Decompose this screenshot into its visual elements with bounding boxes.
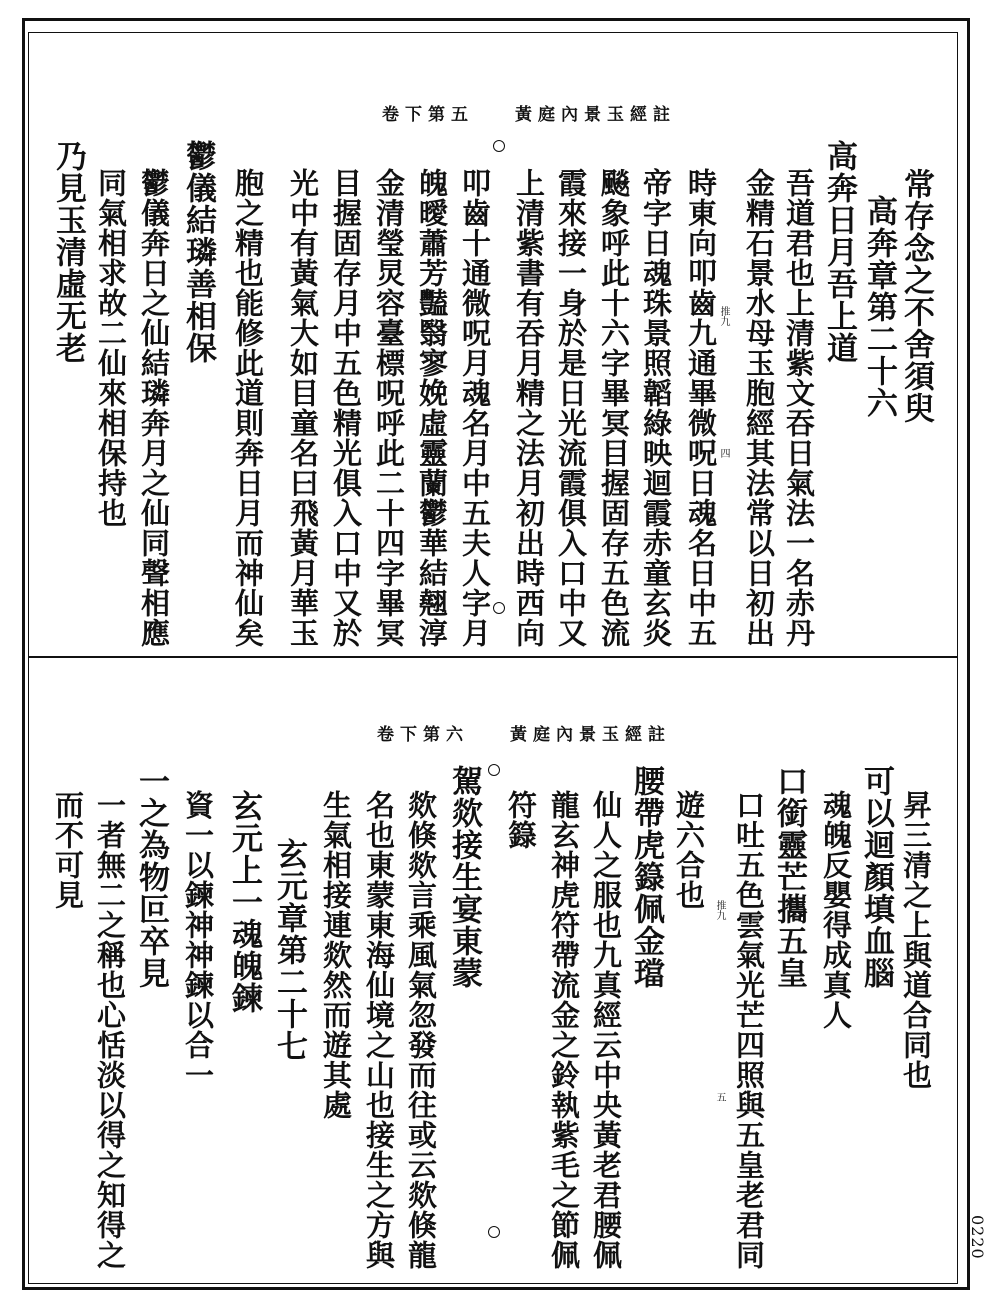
half-divider [28,656,958,658]
text-column: 而不可見 [51,790,85,910]
text-column: 吾道君也上清紫文吞日氣法一名赤丹 [782,168,816,648]
text-column: 時東向叩齒九通畢微呪日魂名日中五 [684,168,718,648]
page-number: 0220 [968,1215,987,1260]
text-column: 同氣相求故二仙來相保持也 [94,168,128,528]
verse-line: 鬱儀結璘善相保 [180,140,216,364]
text-column: 胞之精也能修此道則奔日月而神仙矣 [231,168,265,648]
binding-ring-icon [493,140,505,152]
text-column: 飈象呼此十六字畢冥目握固存五色流 [597,168,631,648]
bottom-header-title: 黃庭內景玉經註 [510,725,671,745]
text-column: 帝字日魂珠景照韜綠映迴霞赤童玄炎 [639,168,673,648]
text-column: 光中有黃氣大如目童名曰飛黃月華玉 [286,168,320,648]
verse-line: 乃見玉清虛无老 [50,140,86,364]
text-column: 昇三清之上與道合同也 [899,790,933,1090]
verse-line: 腰帶虎籙佩金璫 [628,765,664,989]
text-column: 金精石景水母玉胞經其法常以日初出 [742,168,776,648]
chapter-heading: 玄元章第二十七 [271,838,307,1062]
binding-ring-icon [488,764,500,776]
verse-line: 口銜靈芒攜五皇 [771,765,807,989]
text-column: 目握固存月中五色精光俱入口中又於 [329,168,363,648]
margin-note: 推九 [714,900,725,920]
text-column: 仙人之服也九真經云中央黃老君腰佩 [589,790,623,1270]
text-column: 金清瑩炅容臺標呪呼此二十四字畢冥 [372,168,406,648]
text-column: 叩齒十通微呪月魂名月中五夫人字月 [458,168,492,648]
margin-note: 推九 [718,306,729,326]
verse-line: 高奔日月吾上道 [821,140,857,364]
text-column: 口吐五色雲氣光芒四照與五皇老君同 [732,790,766,1270]
verse-line: 一之為物叵卒見 [133,765,169,989]
text-column: 名也東蒙東海仙境之山也接生之方與 [362,790,396,1270]
chapter-heading: 高奔章第二十六 [861,195,897,419]
binding-ring-icon [488,1226,500,1238]
verse-line: 可以迴顏填血腦 [858,765,894,989]
bottom-header-volume: 卷下第六 [377,725,469,745]
text-column: 符籙 [504,790,538,850]
verse-line: 玄元上一魂魄鍊 [226,790,262,1014]
text-column: 遊六合也 [672,790,706,910]
text-column: 霞來接一身於是日光流霞俱入口中又 [554,168,588,648]
text-column: 魂魄反嬰得成真人 [819,790,853,1030]
text-column: 上清紫書有吞月精之法月初出時西向 [512,168,546,648]
text-column: 生氣相接連欻然而遊其處 [319,790,353,1120]
margin-note: 五 [714,1092,725,1102]
text-column: 鬱儀奔日之仙結璘奔月之仙同聲相應 [137,168,171,648]
text-column: 欻倏欻言乘風氣忽發而往或云欻倏龍 [404,790,438,1270]
top-header-title: 黃庭內景玉經註 [515,105,676,125]
verse-line: 駕欻接生宴東蒙 [446,765,482,989]
text-column: 常存念之不舍須臾 [898,168,934,424]
text-column: 魄曖蕭芳豔翳寥娩虛靈蘭鬱華結翹淳 [415,168,449,648]
binding-ring-icon [493,602,505,614]
text-column: 龍玄神虎符帶流金之鈴執紫毛之節佩 [547,790,581,1270]
text-column: 資一以鍊神神鍊以合一 [181,790,215,1090]
top-header-volume: 卷下第五 [382,105,474,125]
margin-note: 四 [718,448,729,458]
text-column: 一者無二之稱也心恬淡以得之知得之 [93,790,127,1270]
